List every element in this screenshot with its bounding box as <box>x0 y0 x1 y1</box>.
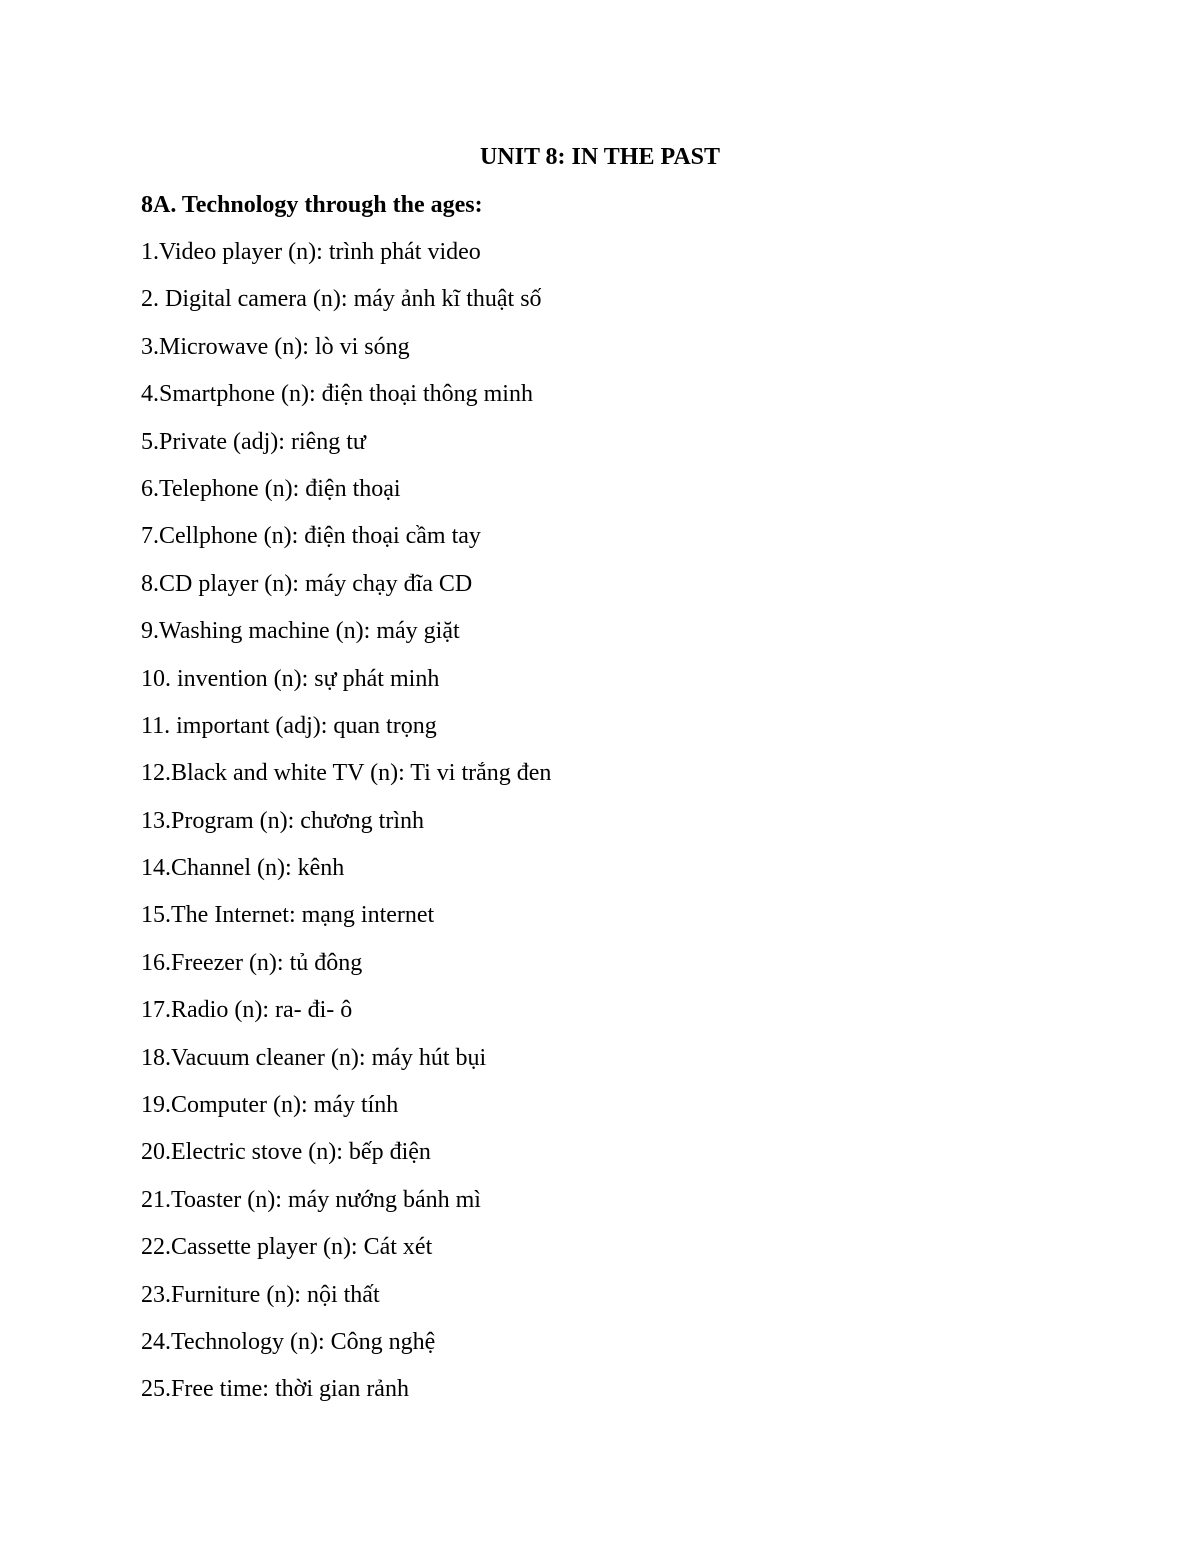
vocab-item: 9.Washing machine (n): máy giặt <box>141 618 460 645</box>
vocab-item: 11. important (adj): quan trọng <box>141 712 437 739</box>
vocabulary-list <box>141 235 551 1420</box>
vocab-item: 17.Radio (n): ra- đi- ô <box>141 997 353 1024</box>
vocab-item: 24.Technology (n): Công nghệ <box>141 1328 436 1355</box>
vocab-item: 6.Telephone (n): điện thoại <box>141 475 401 502</box>
vocab-item: 18.Vacuum cleaner (n): máy hút bụi <box>141 1044 487 1071</box>
vocab-item: 20.Electric stove (n): bếp điện <box>141 1139 431 1166</box>
vocab-item: 2. Digital camera (n): máy ảnh kĩ thuật số <box>141 286 542 313</box>
vocab-item: 25.Free time: thời gian rảnh <box>141 1376 409 1403</box>
vocab-item: 12.Black and white TV (n): Ti vi trắng đen <box>141 760 552 787</box>
vocab-item: 14.Channel (n): kênh <box>141 855 345 882</box>
page-title: UNIT 8: IN THE PAST <box>479 144 721 170</box>
vocab-item: 21.Toaster (n): máy nướng bánh mì <box>141 1186 481 1213</box>
vocab-item: 19.Computer (n): máy tính <box>141 1092 399 1119</box>
vocab-item: 15.The Internet: mạng internet <box>141 902 435 929</box>
vocab-item: 7.Cellphone (n): điện thoại cầm tay <box>141 523 481 550</box>
vocab-item: 3.Microwave (n): lò vi sóng <box>141 333 410 360</box>
vocab-item: 5.Private (adj): riêng tư <box>141 428 366 455</box>
vocab-item: 16.Freezer (n): tủ đông <box>141 949 363 976</box>
vocab-item: 4.Smartphone (n): điện thoại thông minh <box>141 381 533 408</box>
vocab-item: 23.Furniture (n): nội thất <box>141 1281 380 1308</box>
vocab-item: 22.Cassette player (n): Cát xét <box>141 1234 433 1261</box>
vocab-item: 1.Video player (n): trình phát video <box>141 239 481 265</box>
section-heading: 8A. Technology through the ages: <box>141 192 483 218</box>
vocab-item: 13.Program (n): chương trình <box>141 807 424 834</box>
vocab-item: 10. invention (n): sự phát minh <box>141 665 440 692</box>
vocab-item: 8.CD player (n): máy chạy đĩa CD <box>141 570 473 597</box>
